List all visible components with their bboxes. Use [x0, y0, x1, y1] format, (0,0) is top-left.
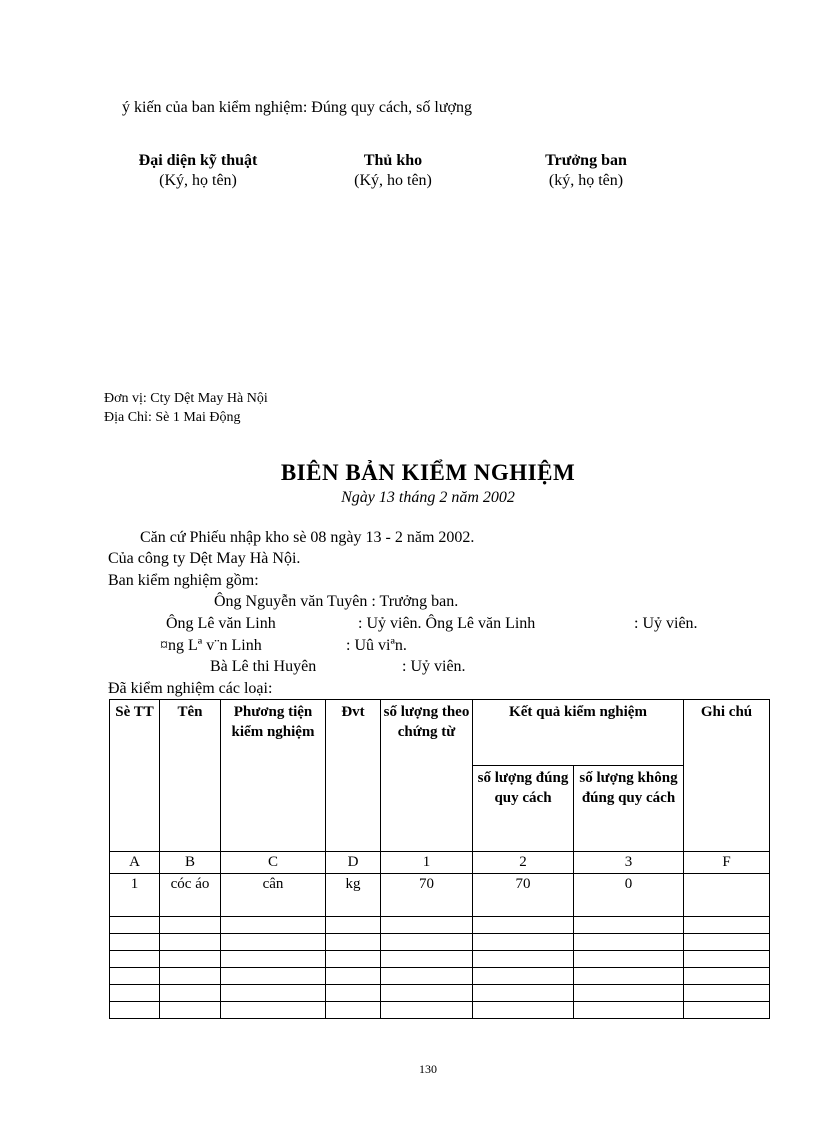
header-qty-correct: số lượng đúng quy cách	[473, 766, 574, 852]
code-cell: 1	[381, 852, 473, 874]
header-note: Ghi chú	[684, 700, 770, 852]
code-cell: D	[326, 852, 381, 874]
member-4-role: : Uỷ viên.	[402, 658, 466, 675]
table-row	[110, 874, 770, 917]
code-cell: B	[160, 852, 221, 874]
member-2-role: : Uỷ viên. Ông Lê văn Linh	[358, 615, 536, 632]
cell-note	[684, 874, 770, 917]
member-2-name: Ông Lê văn Linh	[166, 615, 276, 632]
signature-sub: (Ký, họ tên)	[159, 172, 237, 189]
body-company: Của công ty Dệt May Hà Nội.	[108, 550, 301, 567]
header-qty-incorrect: số lượng không đúng quy cách	[574, 766, 684, 852]
code-cell: C	[221, 852, 326, 874]
header-stt: Sè TT	[110, 700, 160, 852]
body-inspected: Đã kiểm nghiệm các loại:	[108, 680, 273, 697]
table-row-empty	[110, 1002, 770, 1019]
inspection-opinion: ý kiến của ban kiểm nghiệm: Đúng quy cách, số lượng	[122, 99, 472, 116]
cell-stt: 1	[110, 874, 160, 917]
code-cell: 2	[473, 852, 574, 874]
signature-title: Thủ kho	[363, 152, 423, 169]
body-board: Ban kiểm nghiệm gồm:	[108, 572, 259, 589]
header-doc-qty: số lượng theo chứng từ	[381, 700, 473, 852]
table-header-row	[110, 700, 770, 766]
org-address: Địa Chỉ: Sè 1 Mai Động	[104, 410, 241, 425]
code-cell: 3	[574, 852, 684, 874]
table-row-empty	[110, 934, 770, 951]
table-row-empty	[110, 951, 770, 968]
signature-sub: (ký, họ tên)	[548, 172, 624, 189]
header-name: Tên	[160, 700, 221, 852]
code-cell: F	[684, 852, 770, 874]
table-row-empty	[110, 968, 770, 985]
signature-head	[506, 152, 666, 190]
cell-name: cóc áo	[160, 874, 221, 917]
table-row-empty	[110, 917, 770, 934]
cell-doc-qty: 70	[381, 874, 473, 917]
document-date: Ngày 13 tháng 2 năm 2002	[341, 489, 515, 506]
member-3-name: ¤ng Lª v¨n Linh	[160, 637, 262, 654]
member-1: Ông Nguyễn văn Tuyên : Trưởng ban.	[214, 593, 459, 610]
table-row-empty	[110, 985, 770, 1002]
page-number: 130	[419, 1062, 437, 1076]
member-4-name: Bà Lê thi Huyên	[210, 658, 317, 675]
code-cell: A	[110, 852, 160, 874]
header-unit: Đvt	[326, 700, 381, 852]
cell-qty-correct: 70	[473, 874, 574, 917]
header-method: Phương tiện kiểm nghiệm	[221, 700, 326, 852]
cell-qty-incorrect: 0	[574, 874, 684, 917]
cell-unit: kg	[326, 874, 381, 917]
member-3-role: : Uû viªn.	[346, 637, 407, 654]
signature-storekeeper	[313, 152, 473, 190]
org-unit: Đơn vị: Cty Dệt May Hà Nội	[104, 391, 268, 406]
body-basis: Căn cứ Phiếu nhập kho sè 08 ngày 13 - 2 năm 2002.	[140, 529, 475, 546]
signature-sub: (Ký, ho tên)	[354, 172, 432, 189]
signature-technical	[118, 152, 278, 190]
header-result: Kết quả kiểm nghiệm	[473, 700, 684, 766]
signature-title: Đại diện kỹ thuật	[138, 152, 258, 169]
cell-method: cân	[221, 874, 326, 917]
inspection-table	[109, 699, 770, 1019]
member-2-role-repeat: : Uỷ viên.	[634, 615, 698, 632]
table-code-row	[110, 852, 770, 874]
signature-title: Trưởng ban	[545, 152, 627, 169]
document-title: BIÊN BẢN KIỂM NGHIỆM	[280, 460, 576, 485]
